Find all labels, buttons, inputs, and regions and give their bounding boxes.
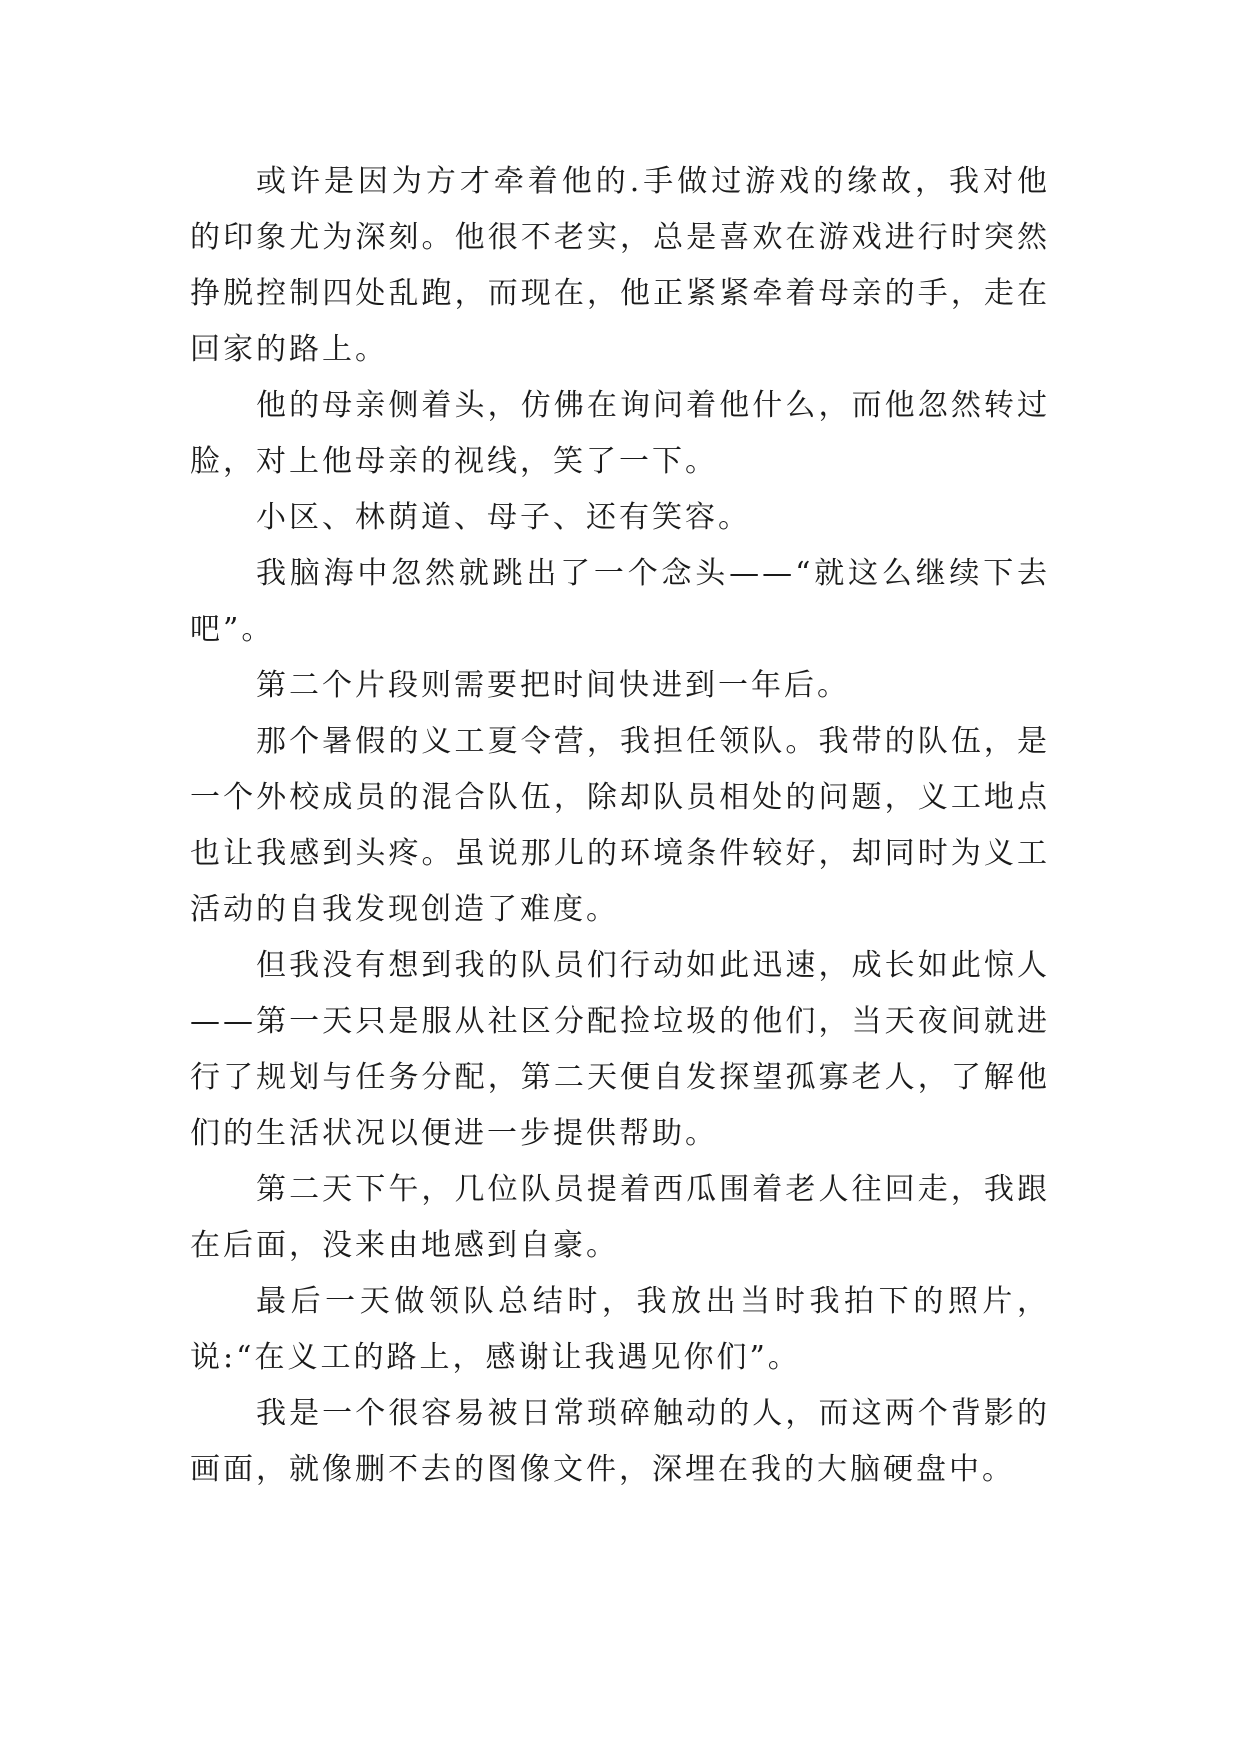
paragraph: 小区、林荫道、母子、还有笑容。 <box>256 500 751 535</box>
paragraph: 我脑海中忽然就跳出了一个念头——“就这么继续下去吧”。 <box>190 556 1050 647</box>
paragraph: 他的母亲侧着头，仿佛在询问着他什么，而他忽然转过脸，对上他母亲的视线，笑了一下。 <box>190 388 1050 479</box>
document-body <box>190 154 1050 1498</box>
paragraph: 那个暑假的义工夏令营，我担任领队。我带的队伍，是一个外校成员的混合队伍，除却队员相处的问题，义工地点也让我感到头疼。虽说那儿的环境条件较好，却同时为义工活动的自我发现创造了难度。 <box>190 724 1050 927</box>
paragraph: 我是一个很容易被日常琐碎触动的人，而这两个背影的画面，就像删不去的图像文件，深埋在我的大脑硬盘中。 <box>190 1396 1050 1487</box>
paragraph: 但我没有想到我的队员们行动如此迅速，成长如此惊人——第一天只是服从社区分配捡垃圾的他们，当天夜间就进行了规划与任务分配，第二天便自发探望孤寡老人，了解他们的生活状况以便进一步提供帮助。 <box>190 948 1050 1151</box>
paragraph: 或许是因为方才牵着他的.手做过游戏的缘故，我对他的印象尤为深刻。他很不老实，总是喜欢在游戏进行时突然挣脱控制四处乱跑，而现在，他正紧紧牵着母亲的手，走在回家的路上。 <box>190 164 1050 367</box>
paragraph: 第二个片段则需要把时间快进到一年后。 <box>256 668 850 703</box>
paragraph: 最后一天做领队总结时，我放出当时我拍下的照片，说:“在义工的路上，感谢让我遇见你们”。 <box>190 1284 1050 1375</box>
paragraph: 第二天下午，几位队员提着西瓜围着老人往回走，我跟在后面，没来由地感到自豪。 <box>190 1172 1050 1263</box>
